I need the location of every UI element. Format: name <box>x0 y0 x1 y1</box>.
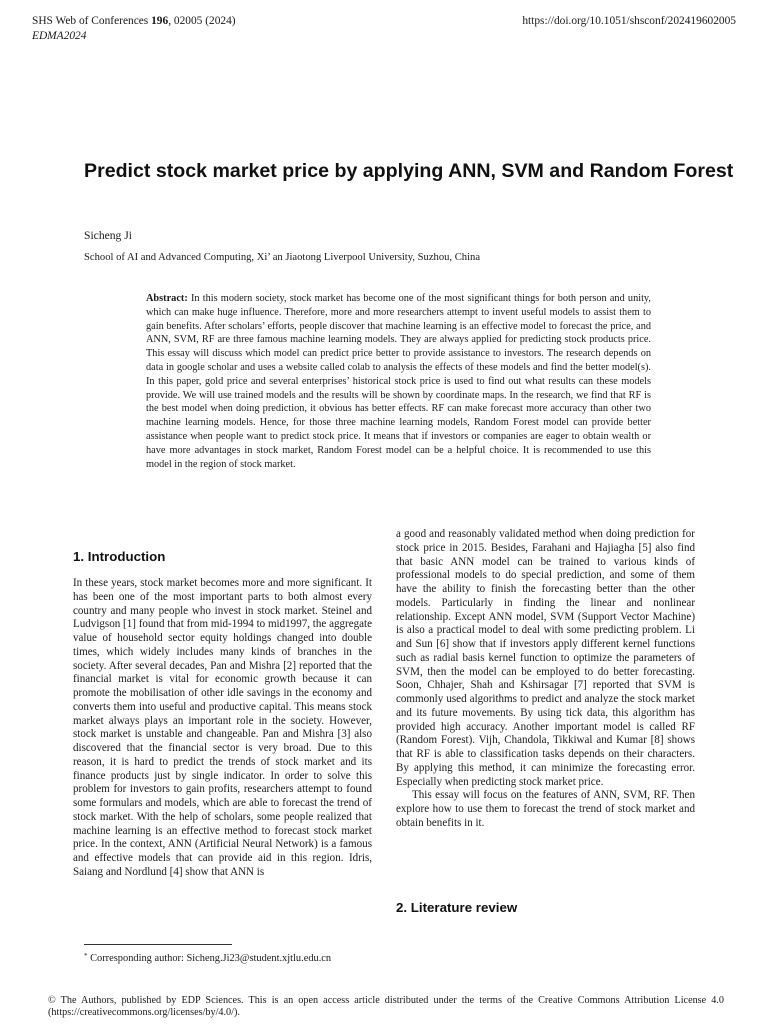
section-heading-introduction: 1. Introduction <box>73 549 166 564</box>
license-notice: © The Authors, published by EDP Sciences. This is an open access article distributed under the terms of the Creative Commons Attribution License 4.0 (https://creativecommons.org/licenses/by/4.0/). <box>48 995 724 1018</box>
footnote-divider <box>84 944 232 945</box>
right-column <box>396 528 695 831</box>
doi-link[interactable]: https://doi.org/10.1051/shsconf/202419602005 <box>522 15 736 27</box>
introduction-paragraph-1: In these years, stock market becomes more and more significant. It has been one of the most important parts to both almost every country and many people who invest in stock market. Steinel and Ludvigson [1] found that from mid-1994 to mid1997, the aggregate value of household sector equity holdings changed into double times, which widely includes many kinds of branches in the society. After several decades, Pan and Mishra [2] reported that the financial market is vital for economic growth because it can promote the mobilisation of other idle savings in the economy and converts them into useful and productive capital. This means stock market always plays an important role in the society. However, stock market is unstable and changeable. Pan and Mishra [3] also discovered that the financial sector is very broad. Due to this reason, it is hard to predict the trends of stock market and its finance products just by single indicator. In order to solve this problem for investors to gain profits, researchers attempt to found some formulars and models, which are able to forecast the trend of stock market. With the help of scholars, some people realized that machine learning is an effective method to forecast stock market price. In the context, ANN (Artificial Neural Network) is a famous and effective models that can provide aid in this region. Idris, Saiang and Nordlund [4] show that ANN is <box>73 577 372 878</box>
section-heading-literature-review: 2. Literature review <box>396 900 518 915</box>
footnote-text: Corresponding author: Sicheng.Ji23@student.xjtlu.edu.cn <box>87 953 332 964</box>
abstract-text: In this modern society, stock market has become one of the most significant things for both person and unity, which can make huge influence. Therefore, more and more researchers attempt to invent useful models to assist them to gain benefits. After scholars’ efforts, people discover that machine learning is an effective model to forecast the price, and ANN, SVM, RF are three famous machine learning models. They are always applied for predicting stock products price. This essay will discuss which model can predict price better to provide assistance to investors. The research depends on data in google scholar and uses a website called colab to analysis the effects of these models and find the better model(s). In this paper, gold price and several enterprises’ historical stock price is used to find out what results can these models provide. We will use trained models and the results will be shown by coordinate maps. In the research, we find that RF is the best model when doing prediction, it obvious has better effects. RF can make forecast more accuracy than other two machine learning models. Hence, for those three machine learning models, Random Forest model can provide better assistance when people want to predict stock price. It means that if investors or companies are eager to obtain wealth or have more advantages in stock market, Random Forest model can be a helpful choice. It is recommended to use this model in the region of stock market. <box>146 293 651 470</box>
introduction-paragraph-2: This essay will focus on the features of ANN, SVM, RF. Then explore how to use them to forecast the trend of stock market and obtain benefits in it. <box>396 789 695 829</box>
abstract <box>146 292 651 471</box>
journal-name: SHS Web of Conferences <box>32 15 152 27</box>
left-column <box>73 577 372 880</box>
footnote <box>84 952 331 964</box>
author-name: Sicheng Ji <box>84 229 132 242</box>
abstract-label: Abstract: <box>146 293 188 304</box>
introduction-paragraph-1-continued: a good and reasonably validated method when doing prediction for stock price in 2015. Besides, Farahani and Hajiagha [5] also find that basic ANN model can be trained to various kinds of professional models to do special prediction, and some of them have the ability to finish the forecasting better than the other models. Particularly in finding the linear and nonlinear relationship. Except ANN model, SVM (Support Vector Machine) is also a practical model to deal with some predicting problem. Li and Sun [6] show that if investors apply different kernel functions such as radial basis kernel function to optimize the parameters of SVM, then the model can be employed to do better forecasting. Soon, Chhajer, Shah and Kshirsagar [7] reported that SVM is commonly used algorithms to predict and analyze the stock market and its future movements. By using tick data, this algorithm has provided high accuracy. Another important model is called RF (Random Forest). Vijh, Chandola, Tikkiwal and Kumar [8] shows that RF is able to classification tasks depends on their characters. By applying this method, it can minimize the forecasting error. Especially when predicting stock market price. <box>396 528 695 788</box>
running-header-journal <box>32 14 236 29</box>
article-number: , 02005 (2024) <box>168 15 236 27</box>
paper-title: Predict stock market price by applying ANN, SVM and Random Forest <box>84 160 734 182</box>
author-affiliation: School of AI and Advanced Computing, Xi’ an Jiaotong Liverpool University, Suzhou, China <box>84 252 481 263</box>
footnote-marker: * <box>84 952 88 960</box>
journal-volume: 196 <box>151 15 169 27</box>
conference-name: EDMA2024 <box>32 30 87 42</box>
